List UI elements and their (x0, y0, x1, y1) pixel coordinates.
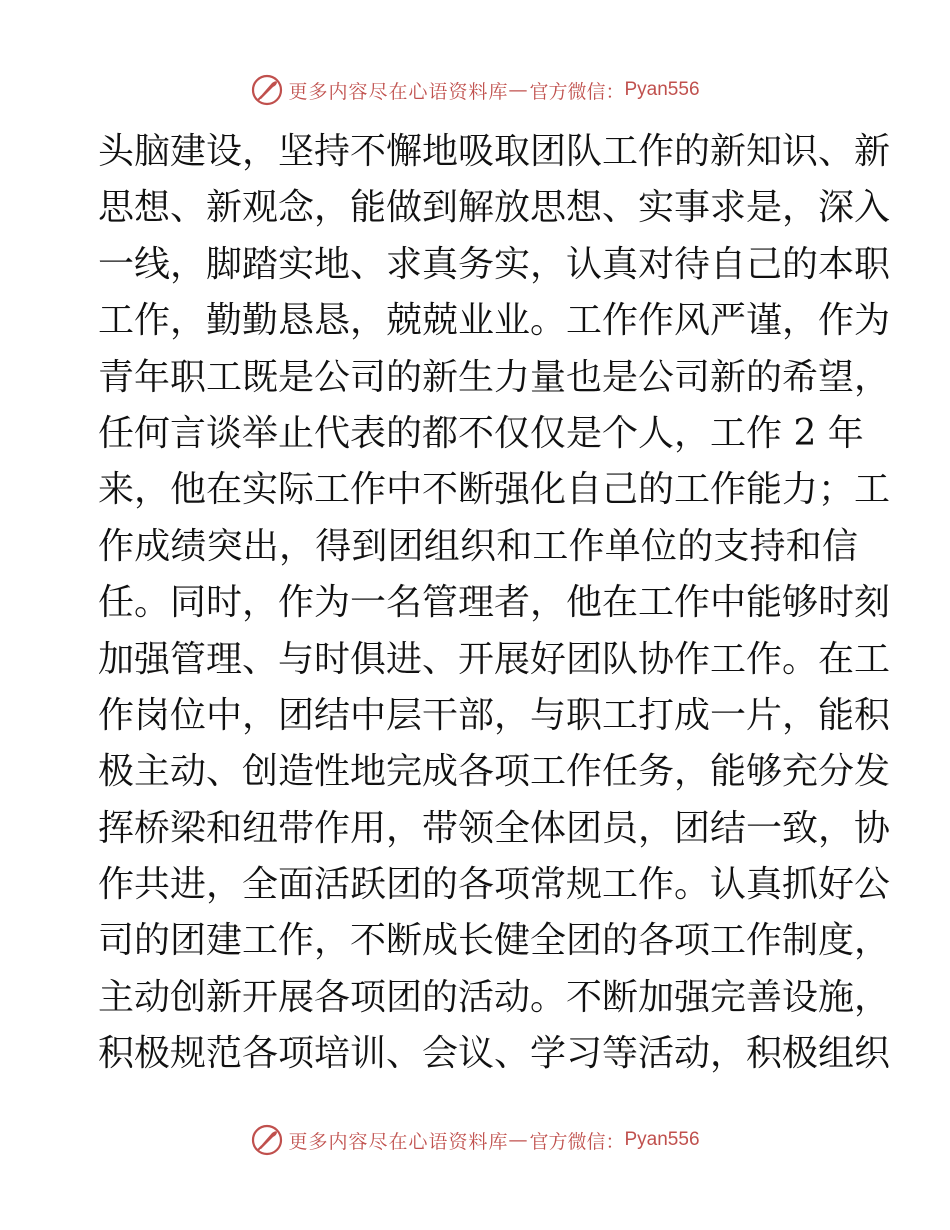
text-line: 头脑建设，坚持不懈地吸取团队工作的新知识、新 (98, 131, 891, 172)
body-text (98, 124, 891, 1083)
text-line: 加强管理、与时俱进、开展好团队协作工作。在工 (98, 638, 891, 680)
text-line: 工作，勤勤恳恳，兢兢业业。工作作风严谨，作为 (98, 300, 891, 342)
text-line: 一线，脚踏实地、求真务实，认真对待自己的本职 (98, 243, 891, 285)
text-line: 思想、新观念，能做到解放思想、实事求是，深入 (98, 187, 891, 229)
footer-site-text: 更多内容尽在心语资料库 (288, 1130, 509, 1153)
text-line: 挥桥梁和纽带作用，带领全体团员，团结一致，协 (98, 807, 891, 849)
header-wechat-id: Pyan556 (624, 79, 700, 100)
footer-official-label: 官方微信： (529, 1130, 625, 1153)
text-line: 来，他在实际工作中不断强化自己的工作能力；工 (98, 469, 891, 511)
text-line: 极主动、创造性地完成各项工作任务，能够充分发 (98, 751, 891, 793)
text-line: 任。同时，作为一名管理者，他在工作中能够时刻 (98, 582, 891, 624)
text-line: 作共进，全面活跃团的各项常规工作。认真抓好公 (98, 864, 891, 906)
header-site-text: 更多内容尽在心语资料库 (288, 80, 509, 103)
footer-banner (0, 1120, 950, 1160)
header-official-label: 官方微信： (529, 80, 625, 103)
header-banner (0, 70, 950, 110)
footer-wechat-id: Pyan556 (624, 1129, 700, 1150)
text-line: 任何言谈举止代表的都不仅仅是个人，工作 2 年 (98, 412, 864, 454)
text-line: 积极规范各项培训、会议、学习等活动，积极组织 (98, 1033, 891, 1075)
text-line: 作岗位中，团结中层干部，与职工打成一片，能积 (98, 694, 891, 736)
footer-separator: — (508, 1129, 528, 1151)
text-line: 作成绩突出，得到团组织和工作单位的支持和信 (98, 525, 858, 567)
header-separator: — (508, 79, 528, 101)
quill-logo-icon (250, 73, 284, 107)
text-line: 司的团建工作，不断成长健全团的各项工作制度， (98, 920, 891, 962)
text-line: 主动创新开展各项团的活动。不断加强完善设施， (98, 976, 891, 1018)
text-line: 青年职工既是公司的新生力量也是公司新的希望， (98, 356, 891, 398)
quill-logo-icon (250, 1123, 284, 1157)
